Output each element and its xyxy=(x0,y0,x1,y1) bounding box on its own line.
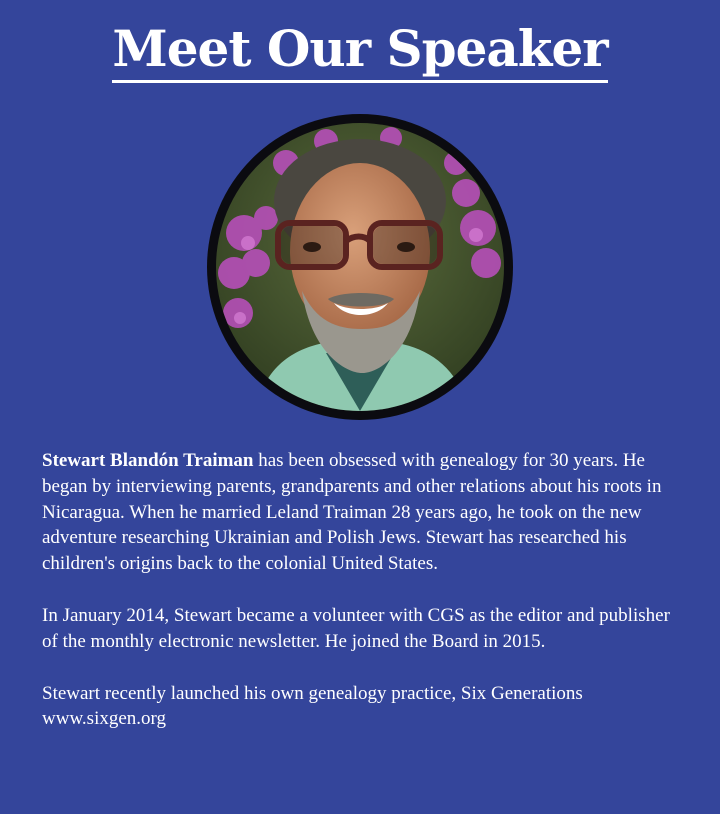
bio-paragraph-cgs xyxy=(42,603,682,655)
page-title xyxy=(0,16,720,82)
speaker-name: Stewart Blandón Traiman xyxy=(42,450,254,471)
bio-cgs-text: In January 2014, Stewart became a volunteer with CGS as the editor and publisher of the monthly electronic newsletter. He joined the Board in 2015. xyxy=(42,604,670,652)
bio-paragraph-intro xyxy=(42,448,682,577)
bio-practice-text: Stewart recently launched his own genealogy practice, Six Generations xyxy=(42,682,583,704)
website-text: www.sixgen.org xyxy=(42,708,167,730)
speaker-photo xyxy=(216,123,504,411)
bio-paragraph-practice xyxy=(42,681,682,733)
speaker-bio xyxy=(42,448,682,732)
page-title-text: Meet Our Speaker xyxy=(112,19,607,83)
bio-intro-text: has been obsessed with genealogy for 30 years. He began by interviewing parents, grandparents and other relations about his roots in Nicaragua. When he married Leland Traiman 28 years ago, he took on the new adventure researching Ukrainian and Polish Jews. Stewart has researched his children's origins back to the colonial United States. xyxy=(42,450,662,575)
speaker-photo-frame xyxy=(207,114,513,420)
